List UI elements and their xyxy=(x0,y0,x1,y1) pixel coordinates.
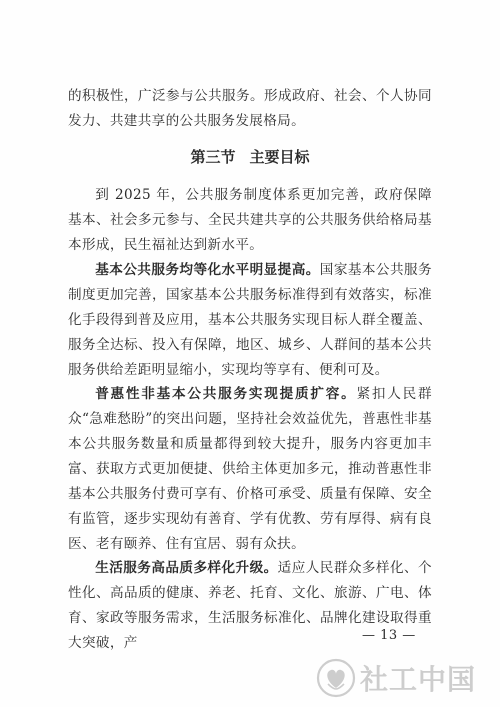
page-number: — 13 — xyxy=(362,628,416,643)
paragraph-overall-goal: 到 2025 年，公共服务制度体系更加完善，政府保障基本、社会多元参与、全民共建共享的公共服务供给格局基本形成，民生福祉达到新水平。 xyxy=(68,187,432,253)
section-heading xyxy=(68,146,432,168)
paragraph-text: 国家基本公共服务制度更加完善，国家基本公共服务标准得到有效落实，标准化手段得到普及应用，基本公共服务实现目标人群全覆盖、服务全达标、投入有保障，地区、城乡、人群间的基本公共服务供给差距明显缩小，实现均等享有、便利可及。 xyxy=(68,262,432,378)
paragraph-text: 适应人民群众多样化、个性化、高品质的健康、养老、托育、文化、旅游、广电、体育、家政等服务需求，生活服务标准化、品牌化建设取得重大突破，产 xyxy=(68,560,432,651)
paragraph-lead: 普惠性非基本公共服务实现提质扩容。 xyxy=(95,386,357,402)
paragraph-text: 紧扣人民群众“急难愁盼”的突出问题，坚持社会效益优先，普惠性非基本公共服务数量和质量都得到较大提升，服务内容更加丰富、获取方式更加便捷、供给主体更加多元，推动普惠性非基本公共服务付费可享有、价格可承受、质量有保障、安全有监管，逐步实现幼有善育、学有优教、劳有厚得、病有良医、老有颐养、住有宜居、弱有众扶。 xyxy=(68,386,433,552)
section-number: 第三节 xyxy=(190,148,236,166)
watermark xyxy=(316,658,476,698)
paragraph-lead: 基本公共服务均等化水平明显提高。 xyxy=(95,262,320,278)
watermark-text: 社工中国 xyxy=(360,663,477,696)
paragraph-inclusive-services xyxy=(68,382,432,557)
paragraph-lead: 生活服务高品质多样化升级。 xyxy=(95,560,278,576)
heart-hands-icon xyxy=(316,658,356,698)
paragraph-continuation: 的积极性，广泛参与公共服务。形成政府、社会、个人协同发力、共建共享的公共服务发展格局。 xyxy=(68,88,432,129)
section-title: 主要目标 xyxy=(249,148,310,166)
paragraph-basic-public-services xyxy=(68,258,432,383)
